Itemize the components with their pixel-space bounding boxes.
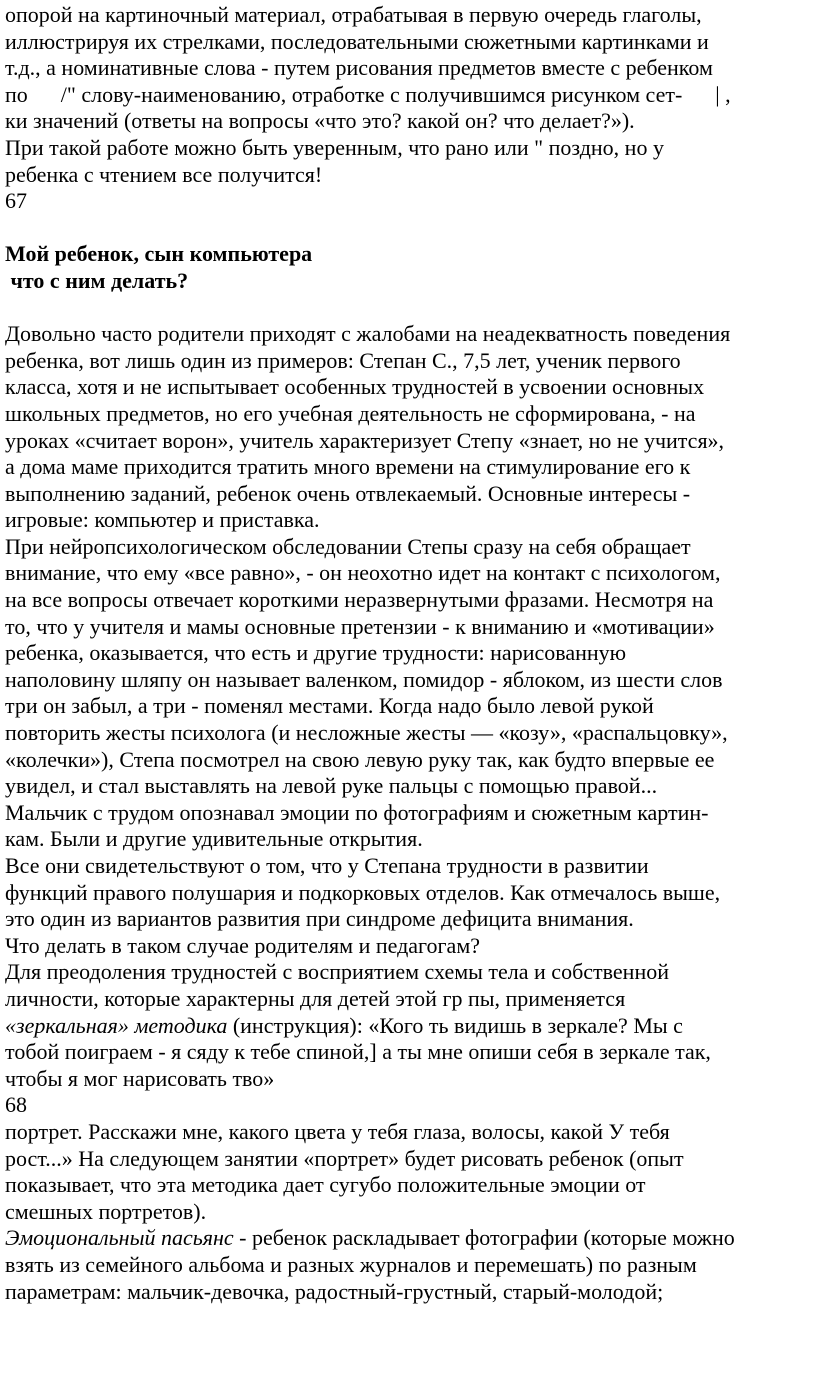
text-line: увидел, и стал выставлять на левой руке пальцы с помощью правой... bbox=[5, 773, 658, 799]
text-line: показывает, что эта методика дает сугубо положительные эмоции от bbox=[5, 1172, 646, 1198]
text-line: При такой работе можно быть уверенным, что рано или " поздно, но у bbox=[5, 134, 664, 160]
mirror-method-text: (инструкция): «Кого ть видишь в зеркале? Мы с bbox=[227, 1012, 683, 1038]
mirror-method-term: «зеркальная» методика bbox=[5, 1012, 228, 1038]
text-line: опорой на картиночный материал, отрабатывая в первую очередь глаголы, bbox=[5, 2, 702, 27]
text-line: рост...» На следующем занятии «портрет» будет рисовать ребенок (опыт bbox=[5, 1145, 684, 1171]
text-line: Все они свидетельствуют о том, что у Степана трудности в развитии bbox=[5, 853, 649, 878]
text-line: Мальчик с трудом опознавал эмоции по фотографиям и сюжетным картин- bbox=[5, 799, 709, 825]
paragraph-intro bbox=[5, 2, 816, 188]
text-line: на все вопросы отвечает короткими неразвернутыми фразами. Несмотря на bbox=[5, 587, 714, 613]
text-line: игровые: компьютер и приставка. bbox=[5, 507, 320, 533]
text-line: уроках «считает ворон», учитель характеризует Степу «знает, но не учится», bbox=[5, 427, 725, 453]
text-line-mirror bbox=[5, 1013, 816, 1040]
text-line: то, что у учителя и мамы основные претензии - к вниманию и «мотивации» bbox=[5, 613, 715, 639]
text-line: Для преодоления трудностей с восприятием схемы тела и собственной bbox=[5, 959, 669, 985]
text-line: повторить жесты психолога (и несложные жесты — «козу», «распальцовку», bbox=[5, 720, 728, 746]
spacer bbox=[5, 215, 816, 242]
heading-line: Мой ребенок, сын компьютера bbox=[5, 241, 313, 267]
heading-line: что с ним делать? bbox=[5, 267, 189, 293]
text-line: параметрам: мальчик-девочка, радостный-грустный, старый-молодой; bbox=[5, 1278, 664, 1304]
text-line: ребенка, оказывается, что есть и другие трудности: нарисованную bbox=[5, 640, 627, 666]
text-line: школьных предметов, но его учебная деятельность не сформирована, - на bbox=[5, 400, 696, 426]
page-number: 68 bbox=[5, 1092, 27, 1118]
text-line: «колечки»), Степа посмотрел на свою левую руку так, как будто впервые ее bbox=[5, 746, 715, 772]
paragraph-main bbox=[5, 321, 816, 1092]
text-line: смешных портретов). bbox=[5, 1198, 207, 1224]
section-heading bbox=[5, 241, 816, 294]
text-line: Довольно часто родители приходят с жалобами на неадекватность поведения bbox=[5, 321, 731, 347]
page-number: 67 bbox=[5, 188, 27, 214]
text-line: выполнению заданий, ребенок очень отвлекаемый. Основные интересы - bbox=[5, 480, 691, 506]
text-line: наполовину шляпу он называет валенком, помидор - яблоком, из шести слов bbox=[5, 666, 723, 692]
text-line: функций правого полушария и подкорковых отделов. Как отмечалось выше, bbox=[5, 879, 721, 905]
text-line: чтобы я мог нарисовать тво» bbox=[5, 1065, 275, 1091]
text-line: портрет. Расскажи мне, какого цвета у тебя глаза, волосы, какой У тебя bbox=[5, 1118, 670, 1144]
spacer bbox=[5, 295, 816, 322]
solitaire-text: - ребенок раскладывает фотографии (которые можно bbox=[233, 1225, 735, 1251]
solitaire-term: Эмоциональный пасьянс bbox=[5, 1225, 234, 1251]
paragraph-continued bbox=[5, 1119, 816, 1305]
text-line: Что делать в таком случае родителям и педагогам? bbox=[5, 932, 481, 958]
text-line: иллюстрируя их стрелками, последовательными сюжетными картинками и bbox=[5, 28, 709, 54]
text-line: личности, которые характерны для детей этой гр пы, применяется bbox=[5, 985, 626, 1011]
text-line: три он забыл, а три - поменял местами. Когда надо было левой рукой bbox=[5, 693, 654, 719]
text-line: ребенка с чтением все получится! bbox=[5, 161, 323, 187]
text-line: При нейропсихологическом обследовании Степы сразу на себя обращает bbox=[5, 533, 691, 559]
text-line: это один из вариантов развития при синдроме дефицита внимания. bbox=[5, 906, 634, 932]
text-line: внимание, что ему «все равно», - он неохотно идет на контакт с психологом, bbox=[5, 560, 721, 586]
text-line: тобой поиграем - я сяду к тебе спиной,] а ты мне опиши себя в зеркале так, bbox=[5, 1039, 711, 1065]
text-line: а дома маме приходится тратить много времени на стимулирование его к bbox=[5, 454, 691, 480]
text-line: кам. Были и другие удивительные открытия. bbox=[5, 826, 423, 852]
text-line: т.д., а номинативные слова - путем рисования предметов вместе с ребенком bbox=[5, 55, 713, 81]
text-line: взять из семейного альбома и разных журналов и перемешать) по разным bbox=[5, 1251, 697, 1277]
text-line: ребенка, вот лишь один из примеров: Степан С., 7,5 лет, ученик первого bbox=[5, 347, 681, 373]
text-line: класса, хотя и не испытывает особенных трудностей в усвоении основных bbox=[5, 374, 705, 400]
text-line-solitaire bbox=[5, 1225, 816, 1252]
text-line: ки значений (ответы на вопросы «что это? какой он? что делает?»). bbox=[5, 108, 635, 134]
text-line: по /" слову-наименованию, отработке с получившимся рисунком сет- | , bbox=[5, 81, 731, 107]
